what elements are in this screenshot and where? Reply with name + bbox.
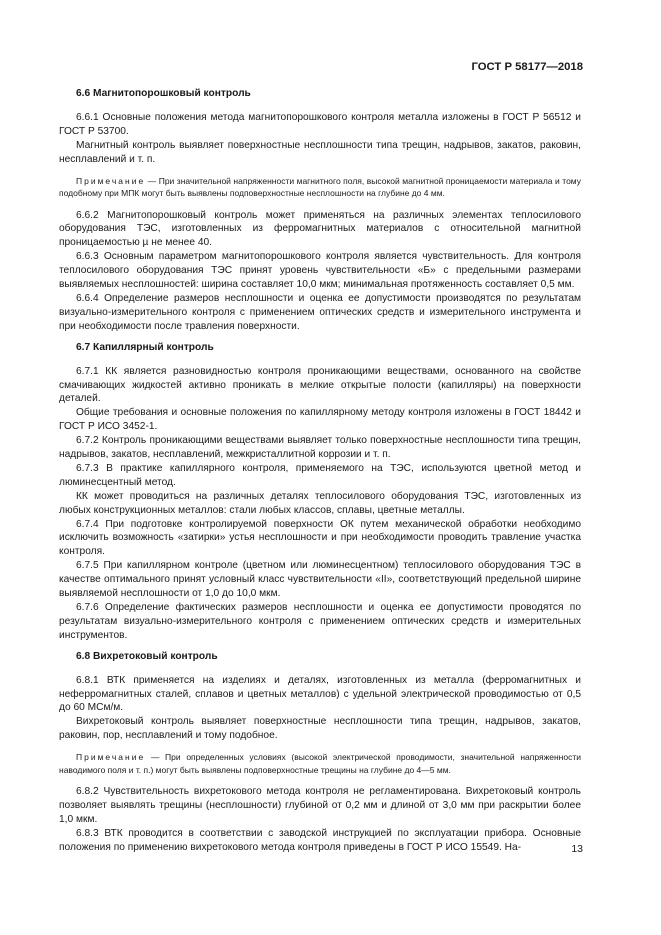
note-label: Примечание	[76, 175, 146, 186]
paragraph: КК может проводиться на различных деталях теплосилового оборудования ТЭС, изготовленных из любых конструкционных металлов: стали любых классов, сплавы, цветные металлы.	[59, 490, 581, 516]
paragraph: 6.6.1 Основные положения метода магнитопорошкового контроля металла изложены в ГОСТ Р 56512 и ГОСТ Р 53700.	[59, 111, 581, 137]
note-text: — При определенных условиях (высокой электрической проводимости, значительной напряженности наводимого поля и т. п.) могут быть выявлены подповерхностные трещины на глубине до 4—5 мм.	[59, 752, 581, 775]
page-number: 13	[571, 843, 583, 855]
paragraph: Вихретоковый контроль выявляет поверхностные несплошности типа трещин, надрывов, закатов, раковин, пор, несплавлений и тому подобное.	[59, 716, 581, 742]
paragraph: 6.7.6 Определение фактических размеров несплошности и оценка ее допустимости проводятся по результатам визуально-измерительного контроля с применением оптических средств и измерительных инструментов.	[59, 602, 581, 641]
section-title-6-8: 6.8 Вихретоковый контроль	[76, 650, 218, 662]
note	[59, 175, 581, 200]
paragraph: 6.8.3 ВТК проводится в соответствии с заводской инструкцией по эксплуатации прибора. Основные положения по применению вихретокового метода контроля приведены в ГОСТ Р ИСО 15549. На-	[59, 827, 581, 853]
paragraph: 6.8.1 ВТК применяется на изделиях и деталях, изготовленных из металла (ферромагнитных и неферромагнитных сталей, сплавов и цветных металлов) с удельной электрической проводимостью от 0,5 до 60 МСм/м.	[59, 674, 581, 714]
note	[59, 751, 581, 776]
paragraph: 6.7.4 При подготовке контролируемой поверхности ОК путем механической обработки необходимо исключить возможность «затирки» устья несплошности и при необходимости проводить травление участка контроля.	[59, 518, 581, 558]
paragraph: 6.6.4 Определение размеров несплошности и оценка ее допустимости производятся по результатам визуально-измерительного контроля с применением оптических средств и измерительного инструмента и при необходимости после травления поверхности.	[59, 292, 581, 332]
paragraph: Общие требования и основные положения по капиллярному методу контроля изложены в ГОСТ 18442 и ГОСТ Р ИСО 3452-1.	[59, 407, 581, 433]
document-body	[59, 87, 581, 855]
paragraph: 6.8.2 Чувствительность вихретокового метода контроля не регламентирована. Вихретоковый контроль позволяет выявлять трещины (несплошности) глубиной от 0,2 мм и длиной от 3,0 мм при раскрытии более 1,0 мкм.	[59, 786, 581, 825]
section-title-6-6: 6.6 Магнитопорошковый контроль	[76, 88, 251, 99]
document-header: ГОСТ Р 58177—2018	[471, 61, 583, 73]
paragraph: 6.7.3 В практике капиллярного контроля, применяемого на ТЭС, используются цветной метод и люминесцентный метод.	[59, 462, 581, 488]
paragraph: 6.6.3 Основным параметром магнитопорошкового контроля является чувствительность. Для контроля теплосилового оборудования ТЭС принят уровень чувствительности «Б» с предельными размерами выявляемых несплошностей: ширина составляет 10,0 мкм; минимальная протяженность составляет 0,5 мм.	[59, 251, 581, 291]
note-text: — При значительной напряженности магнитного поля, высокой магнитной проницаемости материала и тому подобному при МПК могут быть выявлены подповерхностные несплошности на глубине до 4 мм.	[59, 175, 581, 199]
paragraph: Магнитный контроль выявляет поверхностные несплошности типа трещин, надрывов, закатов, раковин, несплавлений и т. п.	[59, 139, 581, 165]
paragraph: 6.7.5 При капиллярном контроле (цветном или люминесцентном) теплосилового оборудования ТЭС в качестве оптимального принят условный класс чувствительности «II», соответствующий предельной ширине выявляемой несплошности от 1,0 до 10,0 мкм.	[59, 560, 581, 600]
note-label: Примечание	[76, 752, 146, 763]
paragraph: 6.7.1 КК является разновидностью контроля проникающими веществами, основанного на свойстве смачивающих жидкостей активно проникать в мелкие открытые полости (капилляры) на поверхности деталей.	[59, 365, 581, 405]
section-title-6-7: 6.7 Капиллярный контроль	[76, 341, 214, 353]
paragraph: 6.7.2 Контроль проникающими веществами выявляет только поверхностные несплошности типа трещин, надрывов, закатов, несплавлений, межкристаллитной коррозии и т. п.	[59, 435, 581, 461]
paragraph: 6.6.2 Магнитопорошковый контроль может применяться на различных элементах теплосилового оборудования ТЭС, изготовленных из ферромагнитных материалов с относительной магнитной проницаемостью µ не менее 40.	[59, 209, 581, 249]
